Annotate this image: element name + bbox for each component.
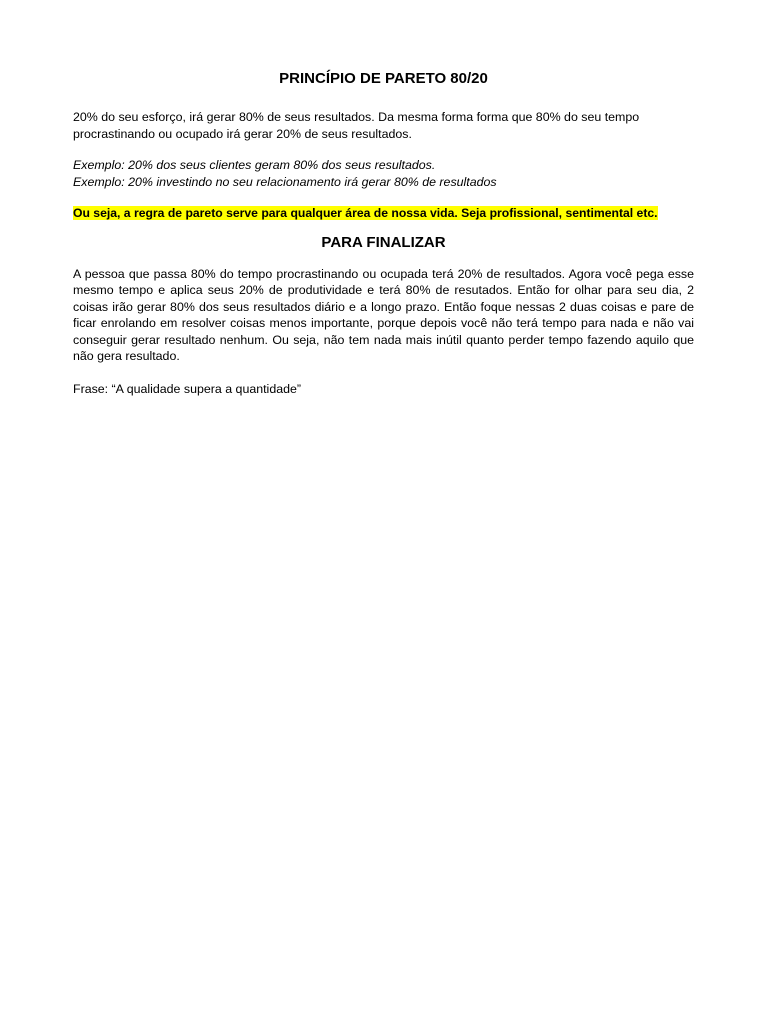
highlight-paragraph: [73, 205, 694, 222]
section-title: PARA FINALIZAR: [321, 233, 446, 251]
body-paragraph: A pessoa que passa 80% do tempo procrastinando ou ocupada terá 20% de resultados. Agora você pega esse mesmo tempo e aplica seus 20% de produtividade e terá 80% de resutados. Então for olhar para seu dia, 2 coisas irão gerar 80% dos seus resultados diário e a longo prazo. Então foque nessas 2 duas coisas e pare de ficar enrolando em resolver coisas menos importante, porque depois você não terá tempo para nada e não vai conseguir gerar resultado nenhum. Ou seja, não tem nada mais inútil quanto perder tempo fazendo aquilo que não gera resultado.: [73, 266, 694, 363]
example-line-1: Exemplo: 20% dos seus clientes geram 80% dos seus resultados.: [73, 158, 436, 172]
document-title: PRINCÍPIO DE PARETO 80/20: [279, 70, 488, 87]
highlighted-text: Ou seja, a regra de pareto serve para qualquer área de nossa vida. Seja profissional, sentimental etc.: [73, 206, 658, 220]
intro-paragraph: 20% do seu esforço, irá gerar 80% de seus resultados. Da mesma forma forma que 80% do seu tempo procrastinando ou ocupado irá gerar 20% de seus resultados.: [73, 110, 640, 141]
example-line-2: Exemplo: 20% investindo no seu relacionamento irá gerar 80% de resultados: [73, 174, 497, 189]
document-page: [73, 68, 694, 397]
quote-line: Frase: “A qualidade supera a quantidade”: [73, 381, 302, 396]
